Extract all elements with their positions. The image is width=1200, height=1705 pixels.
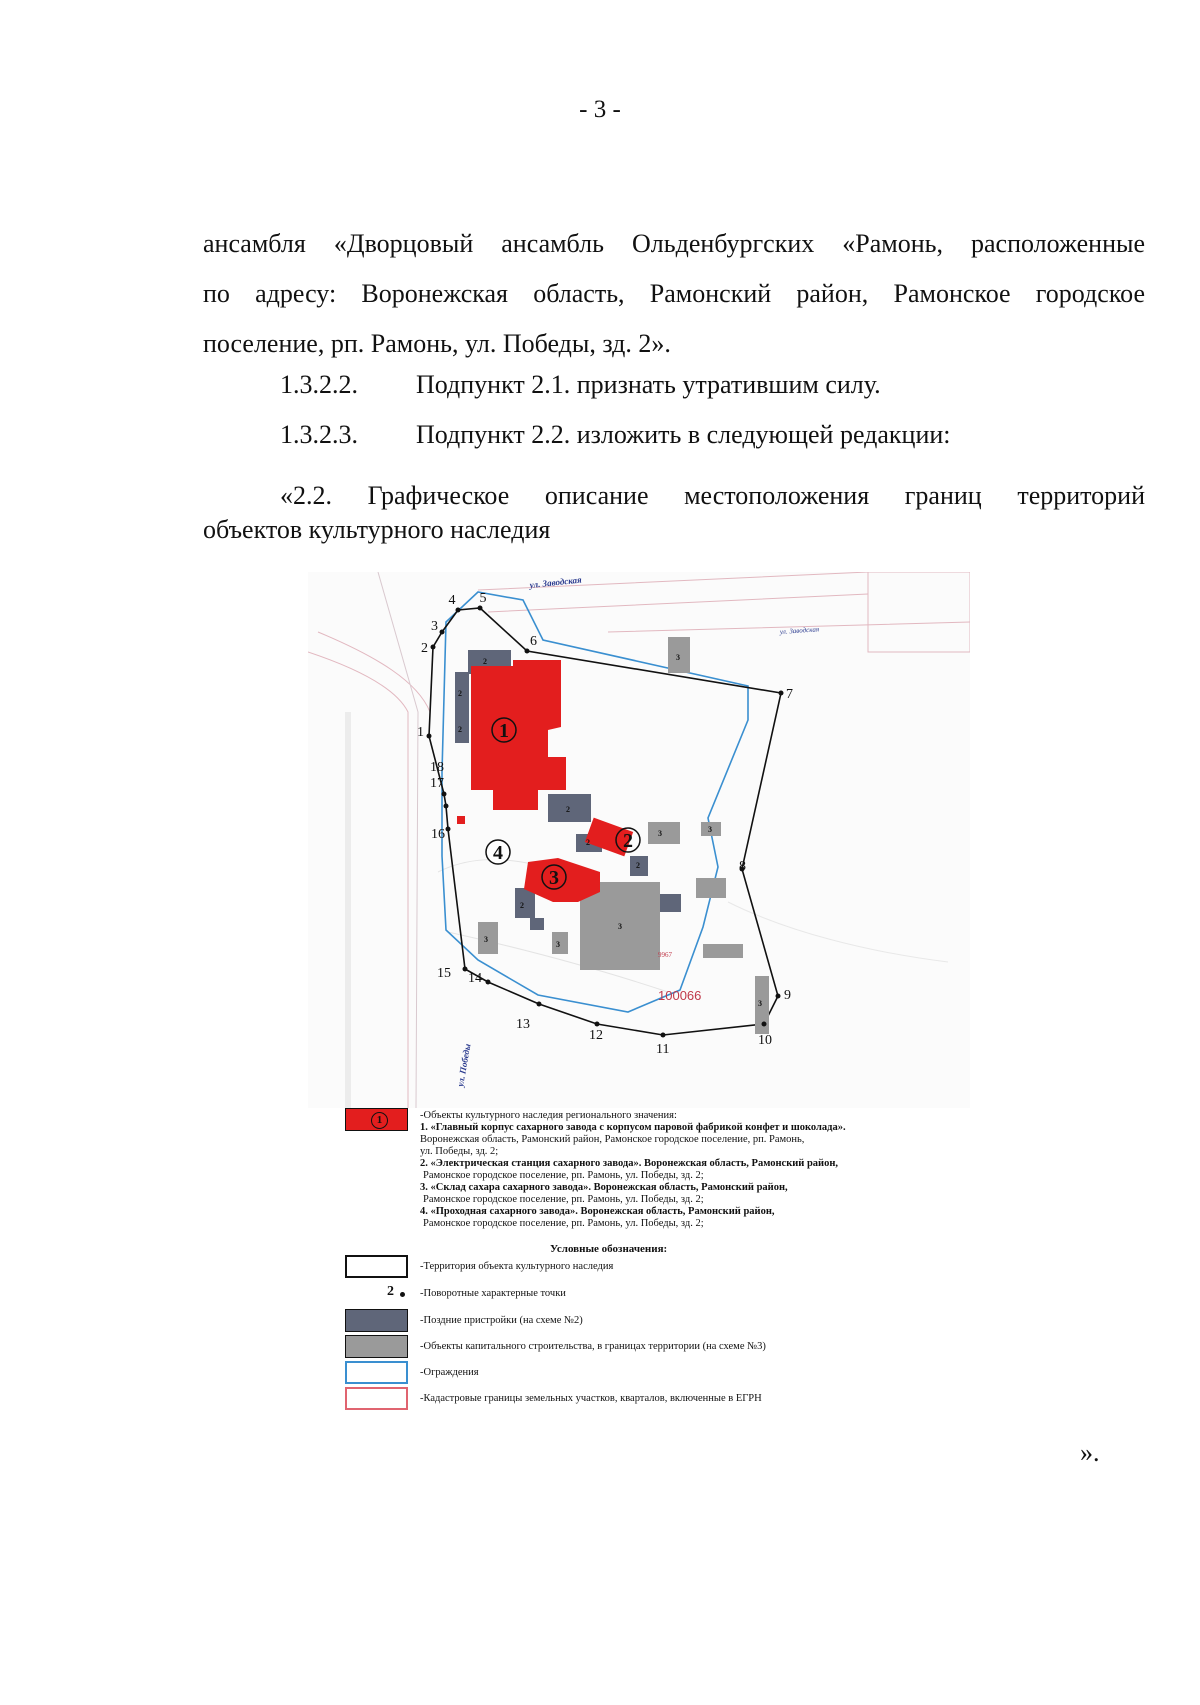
capital-objects-swatch bbox=[345, 1335, 408, 1358]
fences-swatch bbox=[345, 1361, 408, 1384]
territory-swatch bbox=[345, 1255, 408, 1278]
point-label: 17 bbox=[430, 776, 444, 791]
point-label: 8 bbox=[739, 859, 746, 874]
late-extensions-swatch bbox=[345, 1309, 408, 1332]
type-label: 3 bbox=[484, 935, 488, 944]
legend-objects-header: -Объекты культурного наследия регионального значения: bbox=[420, 1110, 677, 1121]
legend-late: -Поздние пристройки (на схеме №2) bbox=[420, 1315, 583, 1326]
street-label-left: ул. Победы bbox=[455, 1042, 473, 1088]
legend-object-4: 4. «Проходная сахарного завода». Воронежская область, Рамонский район, bbox=[420, 1206, 775, 1217]
cadastral-swatch bbox=[345, 1387, 408, 1410]
point-label: 2 bbox=[421, 641, 428, 656]
intro-line-3: поселение, рп. Рамонь, ул. Победы, зд. 2». bbox=[203, 329, 671, 358]
type-label: 3 bbox=[618, 922, 622, 931]
point-label: 15 bbox=[437, 966, 451, 981]
closing-quote: ». bbox=[1080, 1438, 1100, 1467]
object-label-3: 3 bbox=[549, 867, 559, 889]
point-label: 13 bbox=[516, 1017, 530, 1032]
legend-points: -Поворотные характерные точки bbox=[420, 1288, 566, 1299]
type-label: 2 bbox=[483, 657, 487, 666]
legend-object-1-address-2: ул. Победы, зд. 2; bbox=[420, 1146, 499, 1157]
street-label-top-right: ул. Заводская bbox=[779, 625, 820, 636]
object-label-2: 2 bbox=[623, 830, 633, 852]
quote-line-1: «2.2. Графическое описание местоположения границ территорий bbox=[280, 481, 1145, 510]
type-label: 2 bbox=[458, 689, 462, 698]
object-label-4: 4 bbox=[493, 842, 503, 864]
point-label: 5 bbox=[479, 591, 487, 606]
heritage-swatch bbox=[345, 1108, 408, 1131]
legend-object-1: 1. «Главный корпус сахарного завода с корпусом паровой фабрикой конфет и шоколада». bbox=[420, 1122, 846, 1133]
legend-object-2: 2. «Электрическая станция сахарного завода». Воронежская область, Рамонский район, bbox=[420, 1158, 839, 1169]
parcel-number: 100066 bbox=[658, 988, 702, 1003]
item-number: 1.3.2.2. bbox=[280, 370, 358, 399]
point-label: 4 bbox=[448, 593, 456, 608]
point-dot-icon bbox=[400, 1292, 405, 1297]
legend-object-1-address: Воронежская область, Рамонский район, Рамонское городское поселение, рп. Рамонь, bbox=[420, 1134, 805, 1145]
item-number: 1.3.2.3. bbox=[280, 420, 358, 449]
point-label: 16 bbox=[431, 827, 445, 842]
type-label: 2 bbox=[566, 805, 570, 814]
item-text: Подпункт 2.2. изложить в следующей редакции: bbox=[416, 420, 951, 449]
type-label: 3 bbox=[676, 653, 680, 662]
heritage-swatch-symbol: 1 bbox=[371, 1112, 388, 1129]
point-label: 7 bbox=[786, 687, 793, 702]
legend-object-2-address: Рамонское городское поселение, рп. Рамонь, ул. Победы, зд. 2; bbox=[423, 1170, 704, 1181]
type-label: 3 bbox=[658, 829, 662, 838]
point-label: 10 bbox=[758, 1033, 772, 1048]
quote-line-2: объектов культурного наследия bbox=[203, 515, 551, 544]
legend-capital: -Объекты капитального строительства, в границах территории (на схеме №3) bbox=[420, 1341, 766, 1352]
legend-object-3-address: Рамонское городское поселение, рп. Рамонь, ул. Победы, зд. 2; bbox=[423, 1194, 704, 1205]
type-label: 2 bbox=[586, 838, 590, 847]
point-label: 3 bbox=[431, 619, 438, 634]
point-label: 14 bbox=[468, 971, 482, 986]
type-label: 2 bbox=[636, 861, 640, 870]
type-label: 2 bbox=[458, 725, 462, 734]
legend-territory: -Территория объекта культурного наследия bbox=[420, 1261, 614, 1272]
point-label: 9 bbox=[784, 988, 791, 1003]
points-marker: 2 bbox=[387, 1284, 394, 1299]
point-label: 6 bbox=[530, 634, 537, 649]
legend-object-4-address: Рамонское городское поселение, рп. Рамонь, ул. Победы, зд. 2; bbox=[423, 1218, 704, 1229]
intro-line-1: ансамбля «Дворцовый ансамбль Ольденбургских «Рамонь, расположенные bbox=[203, 229, 1145, 258]
site-map bbox=[308, 572, 970, 1108]
small-label: 9967 bbox=[658, 951, 672, 959]
type-label: 3 bbox=[708, 825, 712, 834]
street-label-top: ул. Заводская bbox=[529, 574, 583, 590]
object-label-1: 1 bbox=[499, 720, 509, 742]
legend-fences: -Ограждения bbox=[420, 1367, 479, 1378]
legend-cadastral: -Кадастровые границы земельных участков, кварталов, включенные в ЕГРН bbox=[420, 1393, 762, 1404]
page-number: - 3 - bbox=[579, 96, 621, 123]
legend-title: Условные обозначения: bbox=[550, 1243, 668, 1255]
type-label: 2 bbox=[520, 901, 524, 910]
type-label: 3 bbox=[556, 940, 560, 949]
point-label: 1 bbox=[417, 725, 424, 740]
point-label: 18 bbox=[430, 760, 444, 775]
item-text: Подпункт 2.1. признать утратившим силу. bbox=[416, 370, 881, 399]
intro-line-2: по адресу: Воронежская область, Рамонский район, Рамонское городское bbox=[203, 279, 1145, 308]
point-label: 12 bbox=[589, 1028, 603, 1043]
type-label: 3 bbox=[758, 999, 762, 1008]
point-label: 11 bbox=[656, 1042, 670, 1057]
legend-object-3: 3. «Склад сахара сахарного завода». Воронежская область, Рамонский район, bbox=[420, 1182, 788, 1193]
